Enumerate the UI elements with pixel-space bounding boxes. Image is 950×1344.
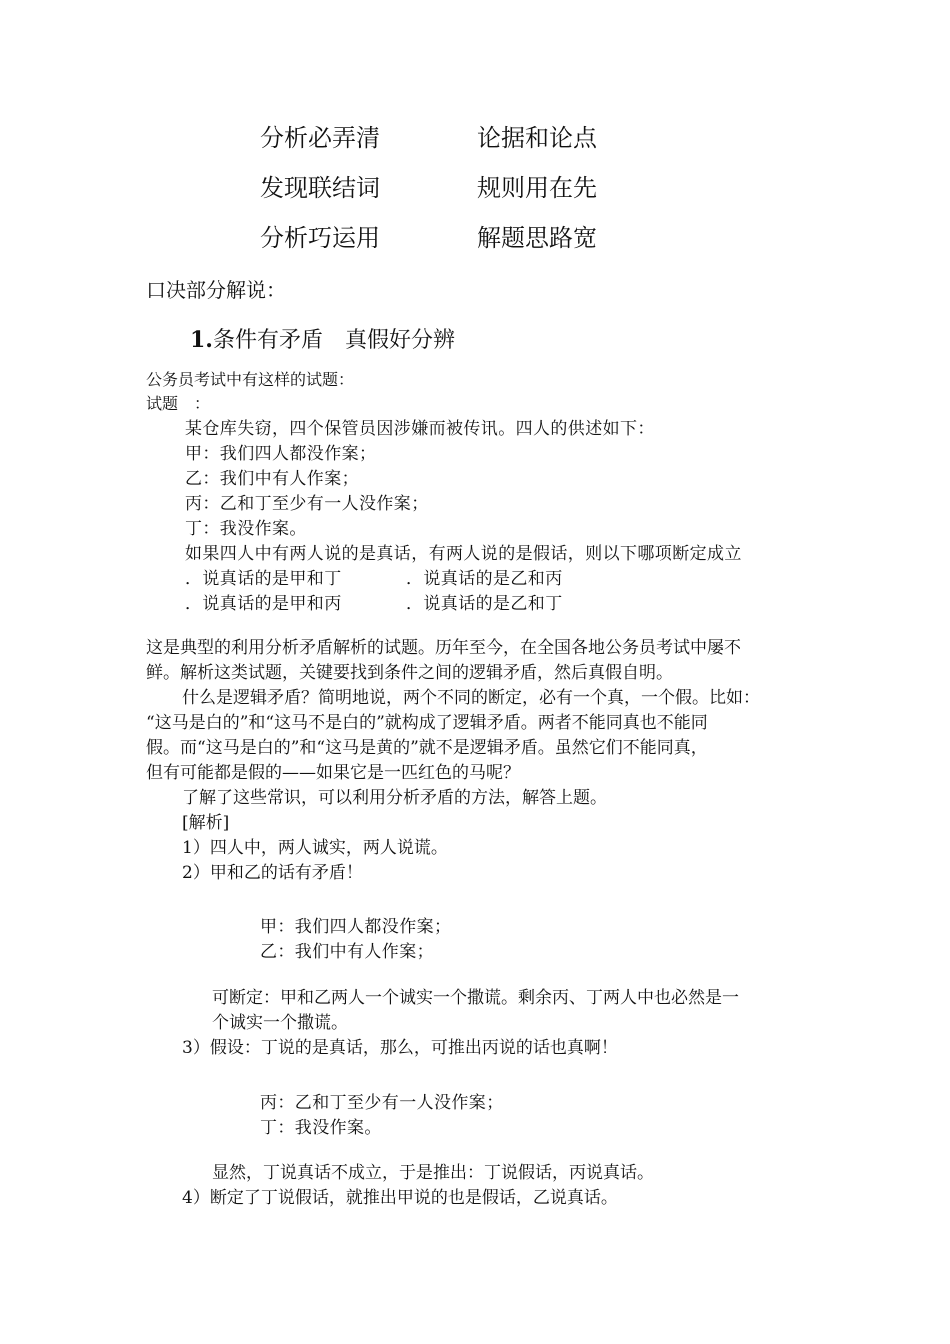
question-line: 丁：我没作案。: [185, 519, 307, 539]
question-line: 丙：乙和丁至少有一人没作案；: [185, 494, 429, 514]
option-a: ．说真话的是甲和丁: [185, 569, 342, 589]
question-line: 某仓库失窃，四个保管员因涉嫌而被传讯。四人的供述如下：: [185, 419, 655, 439]
verse-right-2: 规则用在先: [477, 174, 597, 202]
question-label: 试题 ：: [146, 394, 211, 413]
step-3: 3）假设：丁说的是真话，那么，可推出丙说的话也真啊！: [182, 1038, 618, 1058]
quote2-line: 丙：乙和丁至少有一人没作案；: [260, 1093, 504, 1113]
intro-heading: 口决部分解说：: [146, 278, 286, 302]
para2-line: 什么是逻辑矛盾？简明地说，两个不同的断定，必有一个真，一个假。比如：: [182, 688, 760, 708]
question-line: 甲：我们四人都没作案；: [185, 444, 377, 464]
conclusion1-line: 可断定：甲和乙两人一个诚实一个撒谎。剩余丙、丁两人中也必然是一: [212, 988, 739, 1008]
quote1-line: 乙：我们中有人作案；: [260, 942, 434, 962]
step-4: 4）断定了丁说假话，就推出甲说的也是假话，乙说真话。: [182, 1188, 618, 1208]
verse-left-2: 发现联结词: [260, 174, 380, 202]
verse-right-3: 解题思路宽: [477, 224, 597, 252]
conclusion2: 显然，丁说真话不成立，于是推出：丁说假话，丙说真话。: [212, 1163, 654, 1183]
para2-line: 但有可能都是假的——如果它是一匹红色的马呢？: [146, 763, 520, 783]
para2-line: “这马是白的”和“这马不是白的”就构成了逻辑矛盾。两者不能同真也不能同: [146, 713, 708, 733]
step-1: 1）四人中，两人诚实，两人说谎。: [182, 838, 448, 858]
verse-left-3: 分析巧运用: [260, 224, 380, 252]
para3: 了解了这些常识，可以利用分析矛盾的方法，解答上题。: [182, 788, 607, 808]
option-c: ．说真话的是甲和丙: [185, 594, 342, 614]
section-title: 条件有矛盾 真假好分辨: [212, 328, 455, 353]
question-line: 如果四人中有两人说的是真话，有两人说的是假话，则以下哪项断定成立: [185, 544, 742, 564]
quote2-line: 丁：我没作案。: [260, 1118, 382, 1138]
section-heading: [190, 323, 455, 354]
exam-intro: 公务员考试中有这样的试题：: [146, 370, 355, 389]
para2-line: 假。而“这马是白的”和“这马是黄的”就不是逻辑矛盾。虽然它们不能同真，: [146, 738, 708, 758]
step-2: 2）甲和乙的话有矛盾！: [182, 863, 363, 883]
section-number: 1.: [190, 327, 213, 353]
option-d: ．说真话的是乙和丁: [406, 594, 563, 614]
para1-line: 鲜。解析这类试题，关键要找到条件之间的逻辑矛盾，然后真假自明。: [146, 663, 673, 683]
verse-left-1: 分析必弄清: [260, 124, 380, 152]
para1-line: 这是典型的利用分析矛盾解析的试题。历年至今，在全国各地公务员考试中屡不: [146, 638, 741, 658]
verse-right-1: 论据和论点: [477, 124, 597, 152]
option-b: ．说真话的是乙和丙: [406, 569, 563, 589]
question-line: 乙：我们中有人作案；: [185, 469, 359, 489]
analysis-label: [解析]: [182, 813, 230, 833]
conclusion1-line: 个诚实一个撒谎。: [212, 1013, 348, 1033]
quote1-line: 甲：我们四人都没作案；: [260, 917, 452, 937]
